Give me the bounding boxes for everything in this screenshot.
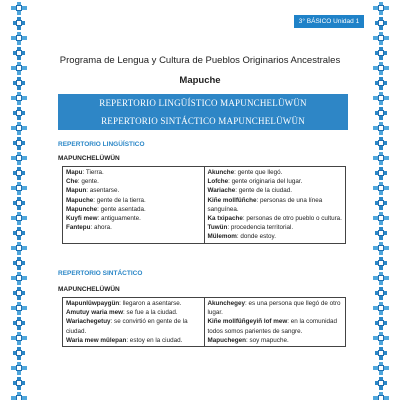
entry-term: Amutuy waria mew: [66, 309, 124, 317]
border-ornament-icon: [10, 317, 28, 330]
border-ornament-icon: [10, 122, 28, 135]
entry-term: Kiñe mollfüñche: [207, 196, 257, 204]
linguistic-table: [62, 166, 346, 244]
entry-definition: : antiguamente.: [97, 215, 141, 223]
border-ornament-icon: [10, 77, 28, 90]
entry-definition: : soy mapuche.: [246, 336, 289, 344]
grade-unit-badge: 3° BÁSICO Unidad 1: [294, 15, 364, 28]
entry-term: Kuyfi mew: [66, 215, 98, 223]
entry-line: [208, 223, 343, 232]
entry-definition: : gente de la tierra.: [93, 196, 146, 204]
border-ornament-icon: [372, 302, 390, 315]
border-ornament-icon: [372, 167, 390, 180]
border-ornament-icon: [10, 287, 28, 300]
entry-definition: : gente asentada.: [97, 205, 146, 213]
border-ornament-icon: [372, 212, 390, 225]
entry-term: Mapuche: [66, 196, 94, 204]
border-ornament-icon: [10, 212, 28, 225]
border-ornament-icon: [372, 122, 390, 135]
entry-term: Ka txipache: [207, 215, 243, 223]
border-ornament-icon: [372, 332, 390, 345]
entry-line: [208, 196, 343, 214]
entry-term: Mapunlüwpaygün: [66, 300, 120, 307]
border-ornament-icon: [372, 182, 390, 195]
entry-line: [66, 205, 201, 214]
people-name: Mapuche: [179, 75, 221, 86]
entry-line: [66, 196, 201, 205]
border-ornament-icon: [372, 197, 390, 210]
border-ornament-icon: [372, 287, 390, 300]
entry-definition: : en la comunidad todos somos parientes de sangre.: [207, 318, 337, 335]
border-ornament-icon: [372, 92, 390, 105]
border-ornament-icon: [10, 197, 28, 210]
border-ornament-icon: [10, 332, 28, 345]
entry-line: [66, 214, 201, 223]
program-title: Programa de Lengua y Cultura de Pueblos Originarios Ancestrales: [59, 55, 341, 66]
border-ornament-icon: [372, 62, 390, 75]
entry-line: [66, 177, 201, 186]
banner-linguistic: REPERTORIO LINGÜÍSTICO MAPUNCHELÜWÜN: [58, 94, 348, 112]
entry-definition: : estoy en la ciudad.: [126, 336, 183, 344]
entry-line: [208, 317, 343, 335]
entry-line: [208, 336, 343, 345]
border-ornament-icon: [10, 302, 28, 315]
entry-definition: : personas de otro pueblo o cultura.: [242, 215, 342, 223]
border-ornament-icon: [372, 242, 390, 255]
border-ornament-icon: [10, 62, 28, 75]
entry-definition: : donde estoy.: [236, 233, 276, 241]
border-ornament-icon: [10, 227, 28, 240]
border-ornament-icon: [372, 32, 390, 45]
entry-definition: : se fue a la ciudad.: [123, 309, 178, 317]
entry-term: Waria mew mülepan: [66, 336, 127, 344]
entry-line: [66, 186, 201, 195]
left-decorative-border: [8, 0, 30, 400]
border-ornament-icon: [372, 347, 390, 360]
entry-term: Che: [66, 178, 78, 186]
banner-syntactic: REPERTORIO SINTÁCTICO MAPUNCHELÜWÜN: [58, 112, 348, 130]
entry-line: [208, 214, 343, 223]
table-row: [63, 298, 346, 347]
border-ornament-icon: [10, 377, 28, 390]
entry-line: [208, 177, 343, 186]
entry-term: Wariache: [207, 187, 236, 195]
entry-definition: : procedencia territorial.: [227, 224, 294, 232]
entry-definition: : gente que llegó.: [234, 169, 283, 176]
border-ornament-icon: [372, 272, 390, 285]
entry-term: Mapuchegen: [207, 336, 246, 344]
section-subtitle-linguistic: MAPUNCHELÜWÜN: [58, 155, 120, 162]
section-title-linguistic: REPERTORIO LINGÜÍSTICO: [58, 141, 145, 148]
entry-line: [66, 168, 201, 177]
border-ornament-icon: [372, 17, 390, 30]
border-ornament-icon: [372, 257, 390, 270]
syntactic-right-cell: [204, 298, 346, 347]
border-ornament-icon: [372, 392, 390, 400]
border-ornament-icon: [372, 152, 390, 165]
border-ornament-icon: [10, 347, 28, 360]
border-ornament-icon: [372, 362, 390, 375]
border-ornament-icon: [10, 137, 28, 150]
border-ornament-icon: [10, 182, 28, 195]
border-ornament-icon: [372, 137, 390, 150]
table-row: [63, 167, 346, 244]
entry-line: [66, 308, 201, 317]
border-ornament-icon: [10, 362, 28, 375]
border-ornament-icon: [372, 77, 390, 90]
border-ornament-icon: [372, 47, 390, 60]
entry-definition: : llegaron a asentarse.: [119, 300, 182, 307]
linguistic-right-cell: [204, 167, 346, 244]
entry-term: Akunchegey: [207, 300, 245, 307]
entry-line: [66, 299, 201, 308]
entry-definition: : asentarse.: [86, 187, 120, 195]
entry-definition: : gente originaria del lugar.: [228, 178, 303, 186]
border-ornament-icon: [372, 2, 390, 15]
border-ornament-icon: [10, 257, 28, 270]
entry-line: [208, 186, 343, 195]
entry-line: [208, 299, 343, 317]
entry-definition: : gente de la ciudad.: [235, 187, 292, 195]
right-decorative-border: [370, 0, 392, 400]
border-ornament-icon: [10, 107, 28, 120]
entry-term: Tuwün: [207, 224, 228, 232]
border-ornament-icon: [10, 47, 28, 60]
entry-line: [208, 232, 343, 241]
border-ornament-icon: [10, 242, 28, 255]
entry-definition: : Tierra.: [82, 169, 104, 176]
entry-term: Fantepu: [66, 224, 91, 232]
border-ornament-icon: [372, 107, 390, 120]
border-ornament-icon: [372, 317, 390, 330]
entry-term: Mapun: [66, 187, 87, 195]
entry-definition: : se convirtió en gente de la ciudad.: [66, 318, 188, 335]
section-subtitle-syntactic: MAPUNCHELÜWÜN: [58, 286, 120, 293]
border-ornament-icon: [10, 32, 28, 45]
entry-term: Akunche: [207, 169, 235, 176]
border-ornament-icon: [10, 167, 28, 180]
linguistic-left-cell: [63, 167, 205, 244]
border-ornament-icon: [372, 227, 390, 240]
entry-definition: : ahora.: [90, 224, 112, 232]
entry-term: Mapu: [66, 169, 83, 176]
border-ornament-icon: [10, 2, 28, 15]
entry-term: Kiñe mollfüñgeyiñ lof mew: [207, 318, 288, 326]
border-ornament-icon: [10, 152, 28, 165]
entry-line: [66, 317, 201, 335]
border-ornament-icon: [10, 392, 28, 400]
syntactic-table: [62, 297, 346, 347]
entry-term: Mülemom: [207, 233, 237, 241]
border-ornament-icon: [372, 377, 390, 390]
border-ornament-icon: [10, 92, 28, 105]
entry-definition: : gente.: [77, 178, 99, 186]
entry-term: Wariachegetuy: [66, 318, 111, 326]
entry-term: Mapunche: [66, 205, 98, 213]
entry-definition: : personas de una línea sanguínea.: [207, 196, 323, 213]
entry-line: [66, 223, 201, 232]
entry-line: [208, 168, 343, 177]
entry-term: Lofche: [207, 178, 229, 186]
entry-definition: : es una persona que llegó de otro lugar.: [207, 300, 341, 317]
entry-line: [66, 336, 201, 345]
border-ornament-icon: [10, 17, 28, 30]
border-ornament-icon: [10, 272, 28, 285]
section-title-syntactic: REPERTORIO SINTÁCTICO: [58, 270, 143, 277]
syntactic-left-cell: [63, 298, 205, 347]
